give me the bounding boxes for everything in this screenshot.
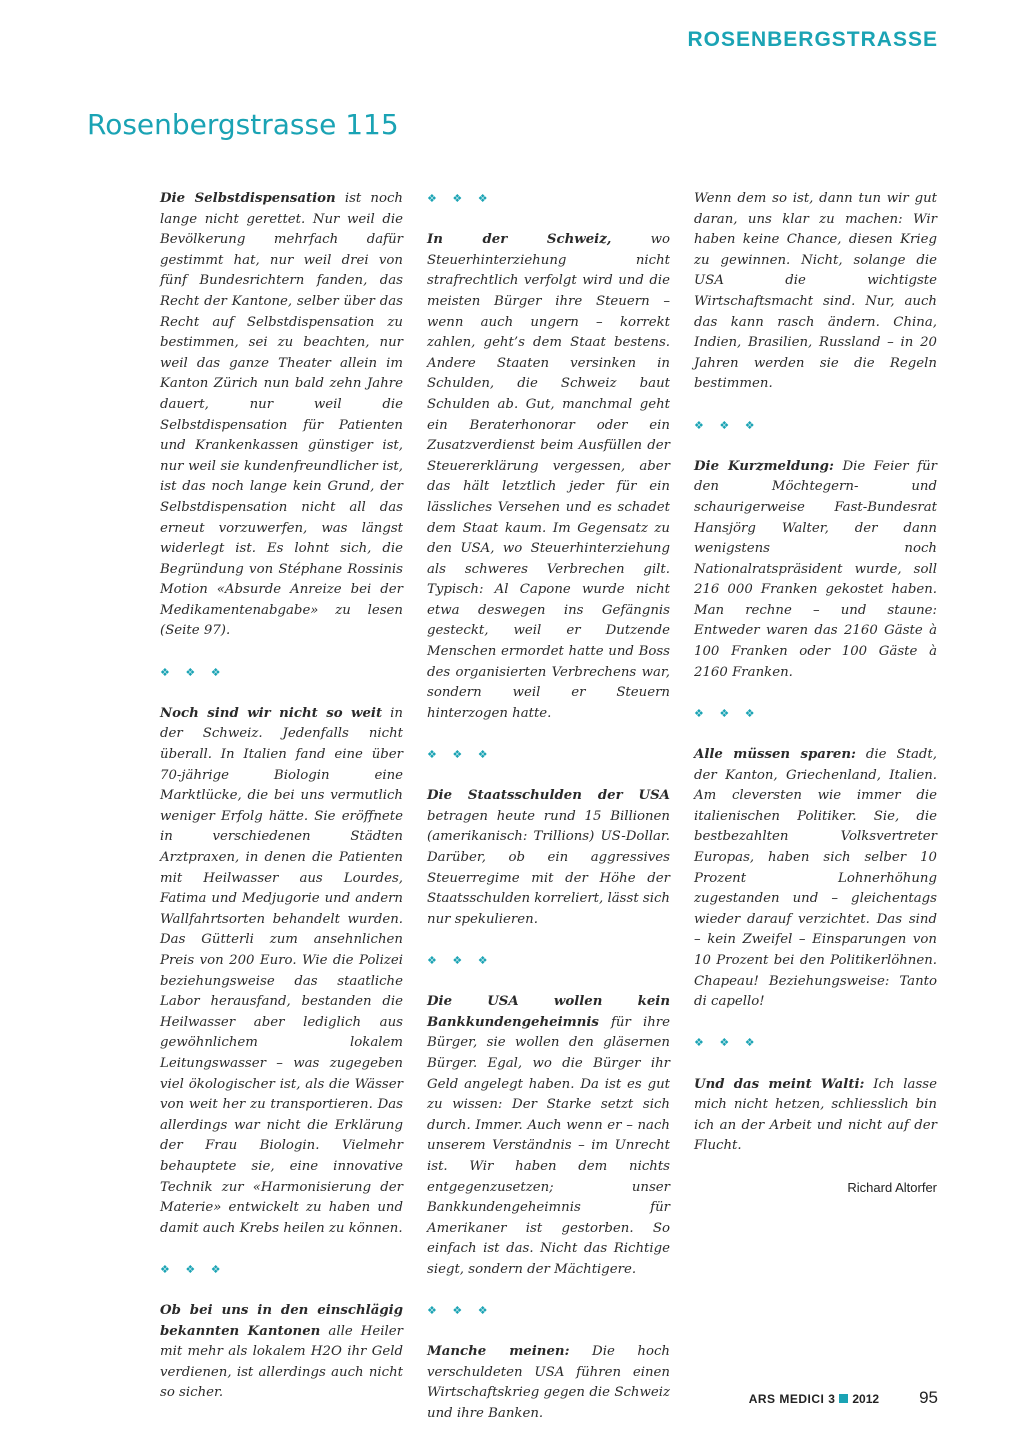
square-icon xyxy=(839,1394,848,1403)
separator-ornament: ❖ ❖ ❖ xyxy=(694,706,761,720)
section-header: ROSENBERGSTRASSE xyxy=(687,28,938,51)
paragraph-text: ist noch lange nicht gerettet. Nur weil die Bevölkerung mehrfach dafür gestimmt hat, nur weil drei von fünf Bundesrichtern fanden, das Recht der Kantone, selber über das Recht auf Selbstdispensation zu bestimmen, sei zu beachten, nur weil das ganze Theater allein im Kanton Zürich nun bald zehn Jahre dauert, nur weil die Selbstdispensation für Patienten und Krankenkassen günstiger ist, nur weil sie kundenfreundlicher ist, ist das noch lange kein Grund, der Selbstdispensation nicht all das erneut vorzuwerfen, was längst widerlegt ist. Es lohnt sich, die Begründung von Stéphane Rossinis Motion «Absurde Anreize bei der Medikamentenabgabe» zu lesen (Seite 97). xyxy=(160,191,403,639)
separator-ornament: ❖ ❖ ❖ xyxy=(694,1036,761,1050)
text-column-1 xyxy=(160,189,403,1425)
paragraph xyxy=(694,1075,937,1157)
paragraph xyxy=(694,745,937,1013)
issue-year: 2012 xyxy=(852,1392,880,1406)
text-column-2 xyxy=(427,189,670,1445)
paragraph-lead: Die USA wollen kein Bankkundengeheimnis xyxy=(427,994,670,1030)
paragraph-text: Die hoch verschuldeten USA führen einen Wirtschaftskrieg gegen die Schweiz und ihre Banken. xyxy=(427,1344,670,1422)
paragraph xyxy=(427,992,670,1280)
paragraph-text: Ich lasse mich nicht hetzen, schliesslich bin ich an der Arbeit und nicht auf der Flucht. xyxy=(694,1076,937,1154)
page-title: Rosenbergstrasse 115 xyxy=(87,108,399,141)
page-number: 95 xyxy=(919,1388,938,1407)
paragraph-lead: Die Kurzmeldung: xyxy=(694,458,834,474)
text-column-3 xyxy=(694,189,937,1219)
paragraph xyxy=(694,457,937,684)
paragraph-lead: In der Schweiz, xyxy=(427,232,612,248)
paragraph-text: die Stadt, der Kanton, Griechenland, Italien. Am cleversten wie immer die italienischen Politiker. Sie, die bestbezahlten Volksvertreter Europas, haben sich selber 10 Prozent Lohnerhöhung zugestanden und – gleichentags wieder darauf verzichtet. Das sind – kein Zweifel – Einsparungen von 10 Prozent bei den Politikerlöhnen. Chapeau! Beziehungsweise: Tanto di capello! xyxy=(694,747,937,1010)
paragraph xyxy=(427,786,670,930)
paragraph xyxy=(160,704,403,1239)
paragraph xyxy=(427,230,670,724)
paragraph-text: für ihre Bürger, sie wollen den gläsernen Bürger. Egal, wo die Bürger ihr Geld angelegt haben. Da ist es gut zu wissen: Der Starke setzt sich durch. Immer. Auch wenn er – nach unserem Verständnis – im Unrecht ist. Wir haben dem nichts entgegenzusetzen; unser Bankkundengeheimnis für Amerikaner ist gestorben. So einfach ist das. Nicht das Richtige siegt, sondern der Mächtigere. xyxy=(427,1014,670,1277)
separator-ornament: ❖ ❖ ❖ xyxy=(427,953,494,967)
paragraph-text: betragen heute rund 15 Billionen (amerikanisch: Trillions) US-Dollar. Darüber, ob ein aggressives Steuerregime mit der Höhe der Staatsschulden korreliert, lässt sich nur spekulieren. xyxy=(427,808,670,927)
paragraph-lead: Die Selbstdispensation xyxy=(160,191,336,206)
paragraph xyxy=(427,1342,670,1424)
paragraph-lead: Die Staatsschulden der USA xyxy=(427,788,670,804)
separator-ornament: ❖ ❖ ❖ xyxy=(694,418,761,432)
paragraph-text: Wenn dem so ist, dann tun wir gut daran, uns klar zu machen: Wir haben keine Chance, diesen Krieg zu gewinnen. Nicht, solange die USA die wichtigste Wirtschaftsmacht sind. Nur, auch das kann rasch ändern. China, Indien, Brasilien, Russland – in 20 Jahren werden sie die Regeln bestimmen. xyxy=(694,191,937,392)
paragraph-lead: Ob bei uns in den einschlägig bekannten Kantonen xyxy=(160,1303,403,1339)
author-name: Richard Altorfer xyxy=(847,1179,937,1195)
paragraph-lead: Und das meint Walti: xyxy=(694,1076,865,1092)
separator-ornament: ❖ ❖ ❖ xyxy=(160,665,227,679)
paragraph-text: Die Feier für den Möchtegern- und schaurigerweise Fast-Bundesrat Hansjörg Walter, der dann wenigstens noch Nationalratspräsident wurde, soll 216 000 Franken gekostet haben. Man rechne – und staune: Entweder waren das 2160 Gäste à 100 Franken oder 100 Gäste à 2160 Franken. xyxy=(694,458,937,680)
paragraph xyxy=(160,189,403,642)
paragraph-lead: Noch sind wir nicht so weit xyxy=(160,705,383,721)
paragraph-lead: Alle müssen sparen: xyxy=(694,747,856,763)
paragraph xyxy=(160,1301,403,1404)
separator-ornament: ❖ ❖ ❖ xyxy=(427,192,494,205)
paragraph-text: wo Steuerhinterziehung nicht strafrechtlich verfolgt wird und die meisten Bürger ihre Steuern – wenn auch ungern – korrekt zahlen, geht’s dem Staat bestens. Andere Staaten versinken in Schulden, die Schweiz baut Schulden ab. Gut, manchmal geht ein Beraterhonorar oder ein Zusatzverdienst beim Ausfüllen der Steuererklärung vergessen, aber das hält letztlich jeder für ein lässliches Versehen und es schadet dem Staat kaum. Im Gegensatz zu den USA, wo Steuerhinterziehung als schweres Verbrechen gilt. Typisch: Al Capone wurde nicht etwa deswegen ins Gefängnis gesteckt, weil er Dutzende Menschen ermordet hatte und Boss des organisierten Verbrechens war, sondern weil er Steuern hinterzogen hatte. xyxy=(427,232,670,721)
paragraph-text: in der Schweiz. Jedenfalls nicht überall. In Italien fand eine über 70-jährige Biologin eine Marktlücke, die bei uns vermutlich weniger Erfolg hätte. Sie eröffnete in verschiedenen Städten Arztpraxen, in denen die Patienten mit Heilwasser aus Lourdes, Fatima und Medjugorie und andern Wallfahrtsorten behandelt wurden. Das Gütterli zum ansehnlichen Preis von 200 Euro. Wie die Polizei beziehungsweise das staatliche Labor herausfand, bestanden die Heilwasser aber lediglich aus gewöhnlichem lokalem Leitungswasser – was zugegeben viel ökologischer ist, als die Wässer von weit her zu transportieren. Das allerdings war nicht die Erklärung der Frau Biologin. Vielmehr behauptete sie, eine innovative Technik zur «Harmonisierung der Materie» entwickelt zu haben und damit auch Krebs heilen zu können. xyxy=(160,705,403,1236)
separator-ornament: ❖ ❖ ❖ xyxy=(160,1262,227,1276)
separator-ornament: ❖ ❖ ❖ xyxy=(427,748,494,762)
paragraph-lead: Manche meinen: xyxy=(427,1344,570,1360)
paragraph-text: alle Heiler mit mehr als lokalem H2O ihr Geld verdienen, ist allerdings auch nicht so sicher. xyxy=(160,1323,403,1401)
journal-name: ARS MEDICI 3 xyxy=(748,1392,836,1406)
page-footer xyxy=(749,1388,938,1408)
separator-ornament: ❖ ❖ ❖ xyxy=(427,1304,494,1318)
paragraph xyxy=(694,189,937,395)
